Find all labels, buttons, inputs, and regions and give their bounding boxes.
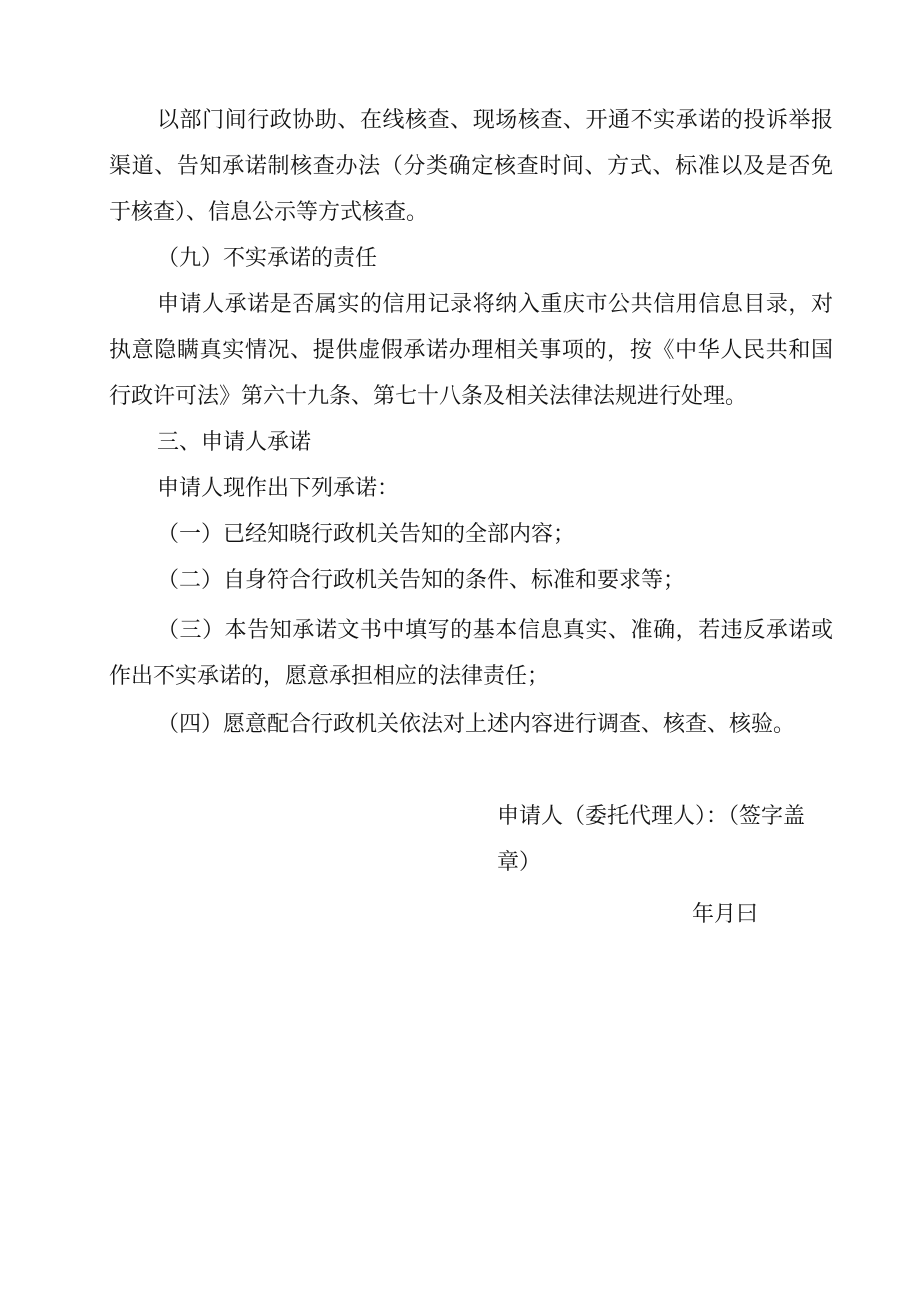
heading-false-commitment-liability: （九）不实承诺的责任 (157, 246, 378, 271)
commitment-item-3: （三）本告知承诺文书中填写的基本信息真实、准确，若违反承诺或作出不实承诺的，愿意承担相应的法律责任； (109, 618, 833, 689)
heading-applicant-commitment: 三、申请人承诺 (157, 430, 312, 455)
signature-date: 年月曰 (692, 902, 759, 927)
paragraph-verification-methods: 以部门间行政协助、在线核查、现场核查、开通不实承诺的投诉举报渠道、告知承诺制核查办法（分类确定核查时间、方式、标准以及是否免于核查）、信息公示等方式核查。 (109, 108, 833, 225)
commitment-item-4: （四）愿意配合行政机关依法对上述内容进行调查、核查、核验。 (157, 712, 796, 737)
paragraph-credit-record: 申请人承诺是否属实的信用记录将纳入重庆市公共信用信息目录，对执意隐瞒真实情况、提供虚假承诺办理相关事项的，按《中华人民共和国行政许可法》第六十九条、第七十八条及相关法律法规进行处理。 (109, 292, 833, 409)
paragraph-commitment-intro: 申请人现作出下列承诺： (157, 476, 400, 501)
signature-label: 申请人（委托代理人）：（签字盖章） (497, 804, 806, 875)
commitment-item-2: （二）自身符合行政机关告知的条件、标准和要求等； (157, 568, 686, 593)
commitment-item-1: （一）已经知晓行政机关告知的全部内容； (157, 522, 576, 547)
